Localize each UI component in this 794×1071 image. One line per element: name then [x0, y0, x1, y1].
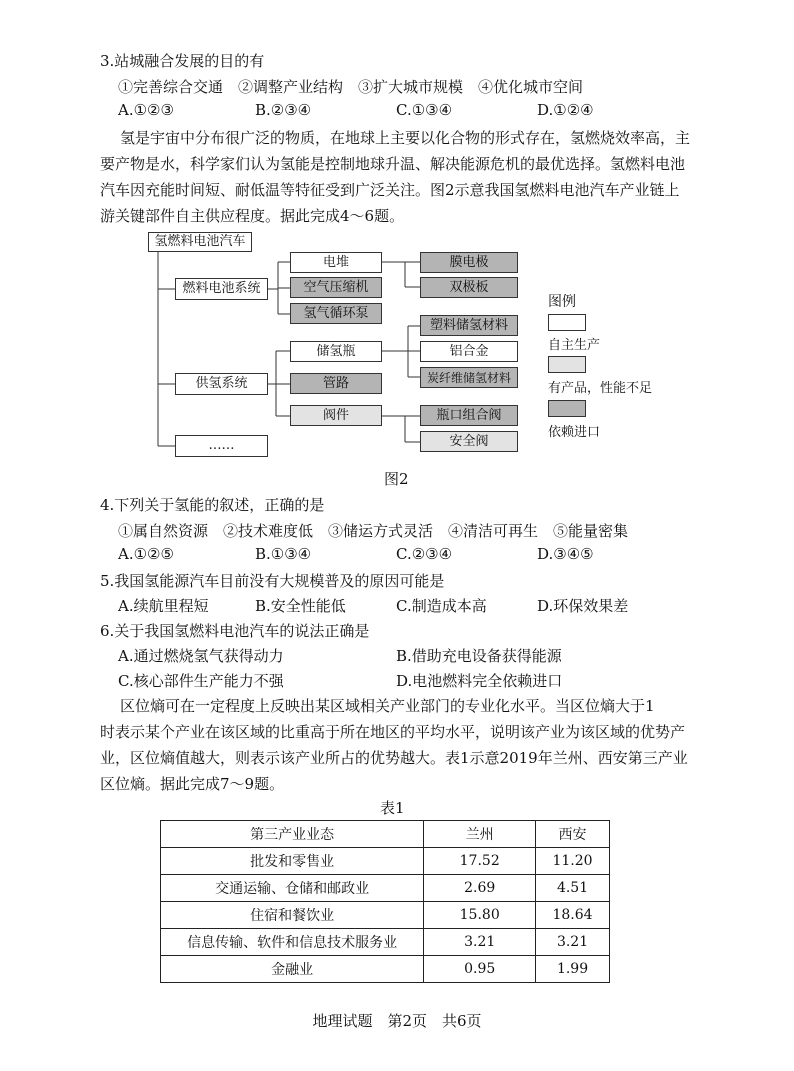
table-header-cell: 西安 [536, 821, 610, 848]
q3-option-c: C.①③④ [396, 101, 453, 119]
node-storage-bottle: 储氢瓶 [290, 341, 382, 362]
node-stack: 电堆 [290, 252, 382, 273]
node-carbon-fiber-material: 炭纤维储氢材料 [420, 367, 518, 388]
intro2-line-2: 时表示某个产业在该区域的比重高于所在地区的平均水平，说明该产业为该区域的优势产 [100, 723, 686, 741]
q6-option-a: A.通过燃烧氢气获得动力 [118, 647, 284, 665]
q3-stem: 3.站城融合发展的目的有 [100, 52, 265, 70]
table-row [161, 875, 610, 902]
q6-option-d: D.电池燃料完全依赖进口 [396, 672, 563, 690]
q5-option-d: D.环保效果差 [537, 597, 629, 615]
table-cell: 18.64 [536, 902, 610, 929]
q5-option-c: C.制造成本高 [396, 597, 487, 615]
intro1-line-4: 游关键部件自主供应程度。据此完成4～6题。 [100, 207, 405, 225]
q5-option-a: A.续航里程短 [118, 597, 209, 615]
intro1-line-2: 要产物是水，科学家们认为氢能是控制地球升温、解决能源危机的最优选择。氢燃料电池 [100, 155, 686, 173]
intro1-line-3: 汽车因充能时间短、耐低温等特征受到广泛关注。图2示意我国氢燃料电池汽车产业链上 [100, 181, 680, 199]
intro2-line-3: 业，区位熵值越大，则表示该产业所占的优势越大。表1示意2019年兰州、西安第三产业 [100, 749, 688, 767]
table-caption: 表1 [380, 799, 405, 817]
q3-items: ①完善综合交通 ②调整产业结构 ③扩大城市规模 ④优化城市空间 [118, 78, 584, 96]
page-footer: 地理试题 第2页 共6页 [312, 1012, 482, 1030]
legend-swatch-self [548, 314, 586, 331]
q5-option-b: B.安全性能低 [255, 597, 346, 615]
table-header-row [161, 821, 610, 848]
table-cell: 3.21 [536, 929, 610, 956]
legend-label-insufficient: 有产品，性能不足 [548, 381, 653, 396]
table-row [161, 956, 610, 983]
table-cell: 3.21 [424, 929, 536, 956]
table-cell: 15.80 [424, 902, 536, 929]
table-cell: 信息传输、软件和信息技术服务业 [161, 929, 424, 956]
table-cell: 4.51 [536, 875, 610, 902]
legend-label-self: 自主生产 [548, 338, 601, 353]
legend-swatch-insufficient [548, 356, 586, 373]
node-plastic-material: 塑料储氢材料 [420, 315, 518, 336]
node-fuel-cell-system: 燃料电池系统 [175, 278, 268, 300]
q3-option-b: B.②③④ [255, 101, 312, 119]
table-cell: 住宿和餐饮业 [161, 902, 424, 929]
q4-items: ①属自然资源 ②技术难度低 ③储运方式灵活 ④清洁可再生 ⑤能量密集 [118, 522, 629, 540]
legend-swatch-import [548, 400, 586, 417]
node-hydrogen-supply-system: 供氢系统 [175, 373, 268, 395]
node-aluminum-alloy: 铝合金 [420, 341, 518, 362]
node-bottle-valve: 瓶口组合阀 [420, 405, 518, 426]
table-cell: 批发和零售业 [161, 848, 424, 875]
node-membrane-electrode: 膜电极 [420, 252, 518, 273]
figure-caption: 图2 [384, 470, 409, 488]
node-bipolar-plate: 双极板 [420, 277, 518, 298]
q3-option-a: A.①②③ [118, 101, 174, 119]
node-valve: 阀件 [290, 405, 382, 426]
q4-stem: 4.下列关于氢能的叙述，正确的是 [100, 496, 325, 514]
table-cell: 金融业 [161, 956, 424, 983]
q4-option-b: B.①③④ [255, 545, 312, 563]
q3-option-d: D.①②④ [537, 101, 594, 119]
q4-option-d: D.③④⑤ [537, 545, 594, 563]
q6-stem: 6.关于我国氢燃料电池汽车的说法正确是 [100, 622, 370, 640]
node-pipeline: 管路 [290, 373, 382, 394]
node-hydrogen-circulation-pump: 氢气循环泵 [290, 303, 382, 324]
table-cell: 0.95 [424, 956, 536, 983]
q5-stem: 5.我国氢能源汽车目前没有大规模普及的原因可能是 [100, 572, 445, 590]
q6-option-c: C.核心部件生产能力不强 [118, 672, 284, 690]
table-cell: 2.69 [424, 875, 536, 902]
location-quotient-table [160, 820, 610, 983]
table-cell: 交通运输、仓储和邮政业 [161, 875, 424, 902]
node-safety-valve: 安全阀 [420, 431, 518, 452]
table-header-cell: 兰州 [424, 821, 536, 848]
q4-option-c: C.②③④ [396, 545, 453, 563]
table-row [161, 902, 610, 929]
legend-title: 图例 [548, 294, 576, 310]
legend-label-import: 依赖进口 [548, 425, 601, 440]
q4-option-a: A.①②⑤ [118, 545, 174, 563]
table-cell: 1.99 [536, 956, 610, 983]
table-row [161, 848, 610, 875]
table-cell: 17.52 [424, 848, 536, 875]
intro2-line-4: 区位熵。据此完成7～9题。 [100, 775, 285, 793]
table-cell: 11.20 [536, 848, 610, 875]
table-header-cell: 第三产业业态 [161, 821, 424, 848]
q6-option-b: B.借助充电设备获得能源 [396, 647, 562, 665]
node-fuel-cell-vehicle: 氢燃料电池汽车 [148, 232, 252, 252]
table-row [161, 929, 610, 956]
node-air-compressor: 空气压缩机 [290, 277, 382, 298]
intro2-line-1: 区位熵可在一定程度上反映出某区域相关产业部门的专业化水平。当区位熵大于1 [120, 697, 655, 715]
node-ellipsis: …… [175, 435, 268, 457]
intro1-line-1: 氢是宇宙中分布很广泛的物质，在地球上主要以化合物的形式存在，氢燃烧效率高，主 [120, 129, 691, 147]
